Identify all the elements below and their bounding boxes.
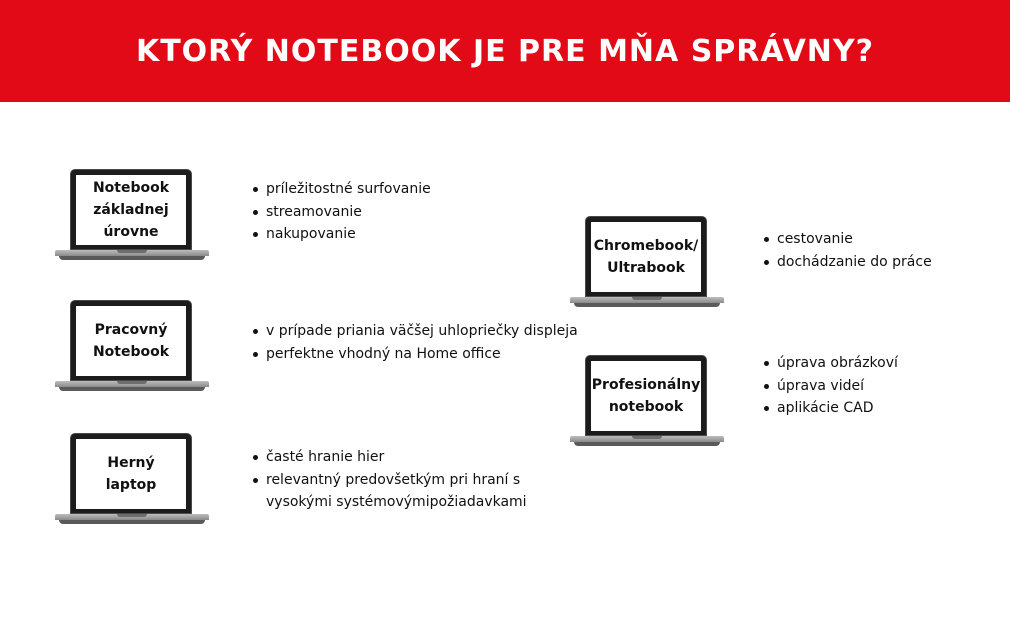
laptop-label-line: Pracovný (94, 322, 168, 338)
laptop-label (592, 374, 700, 418)
laptop-label-line: Chromebook/ (593, 238, 699, 254)
laptop-screen (591, 361, 701, 431)
laptop-hinge (117, 514, 147, 517)
list-item: dochádzanie do práce (764, 251, 932, 274)
laptop-screen (76, 439, 186, 509)
laptop-label-line: Herný (107, 455, 155, 471)
laptop-label-line: úrovne (103, 224, 159, 240)
laptop-foot (59, 387, 205, 391)
laptop-work (55, 300, 209, 394)
list-item: cestovanie (764, 228, 932, 251)
laptop-label-line: základnej (93, 202, 169, 218)
list-item: aplikácie CAD (764, 397, 898, 420)
laptop-lid (585, 355, 707, 436)
laptop-lid (585, 216, 707, 297)
list-item: časté hranie hier (253, 446, 527, 469)
list-item: úprava obrázkoví (764, 352, 898, 375)
list-item-line: relevantný predovšetkým pri hraní s (266, 471, 521, 488)
laptop-label-line: Profesionálny (591, 377, 701, 393)
laptop-label (93, 177, 169, 243)
list-item: nakupovanie (253, 223, 431, 246)
laptop-hinge (632, 436, 662, 439)
laptop-label (594, 235, 699, 279)
laptop-screen (591, 222, 701, 292)
laptop-label-line: Notebook (92, 180, 170, 196)
laptop-label (106, 452, 157, 496)
laptop-label-line: notebook (608, 399, 684, 415)
laptop-hinge (632, 297, 662, 300)
laptop-foot (574, 303, 720, 307)
list-item: streamovanie (253, 201, 431, 224)
list-item: perfektne vhodný na Home office (253, 343, 578, 366)
feature-list-work (253, 320, 578, 365)
laptop-lid (70, 433, 192, 514)
feature-list-professional (764, 352, 898, 420)
laptop-foot (59, 520, 205, 524)
laptop-chromebook (570, 216, 724, 310)
laptop-label (93, 319, 169, 363)
feature-list-gaming (253, 446, 527, 514)
list-item-line: vysokými systémovýmipožiadavkami (266, 494, 527, 510)
laptop-label-line: laptop (105, 477, 157, 493)
laptop-professional (570, 355, 724, 449)
title-banner (0, 0, 1010, 102)
laptop-entry-level (55, 169, 209, 263)
laptop-label-line: Notebook (92, 344, 170, 360)
feature-list-chromebook (764, 228, 932, 273)
feature-list-entry-level (253, 178, 431, 246)
page-title: KTORÝ NOTEBOOK JE PRE MŇA SPRÁVNY? (135, 33, 875, 69)
list-item: príležitostné surfovanie (253, 178, 431, 201)
laptop-hinge (117, 250, 147, 253)
list-item (253, 469, 527, 514)
laptop-foot (59, 256, 205, 260)
laptop-lid (70, 300, 192, 381)
laptop-foot (574, 442, 720, 446)
laptop-screen (76, 175, 186, 245)
list-item: úprava videí (764, 375, 898, 398)
list-item: v prípade priania väčšej uhlopriečky displeja (253, 320, 578, 343)
laptop-screen (76, 306, 186, 376)
laptop-hinge (117, 381, 147, 384)
laptop-gaming (55, 433, 209, 527)
laptop-label-line: Ultrabook (607, 260, 685, 276)
laptop-lid (70, 169, 192, 250)
